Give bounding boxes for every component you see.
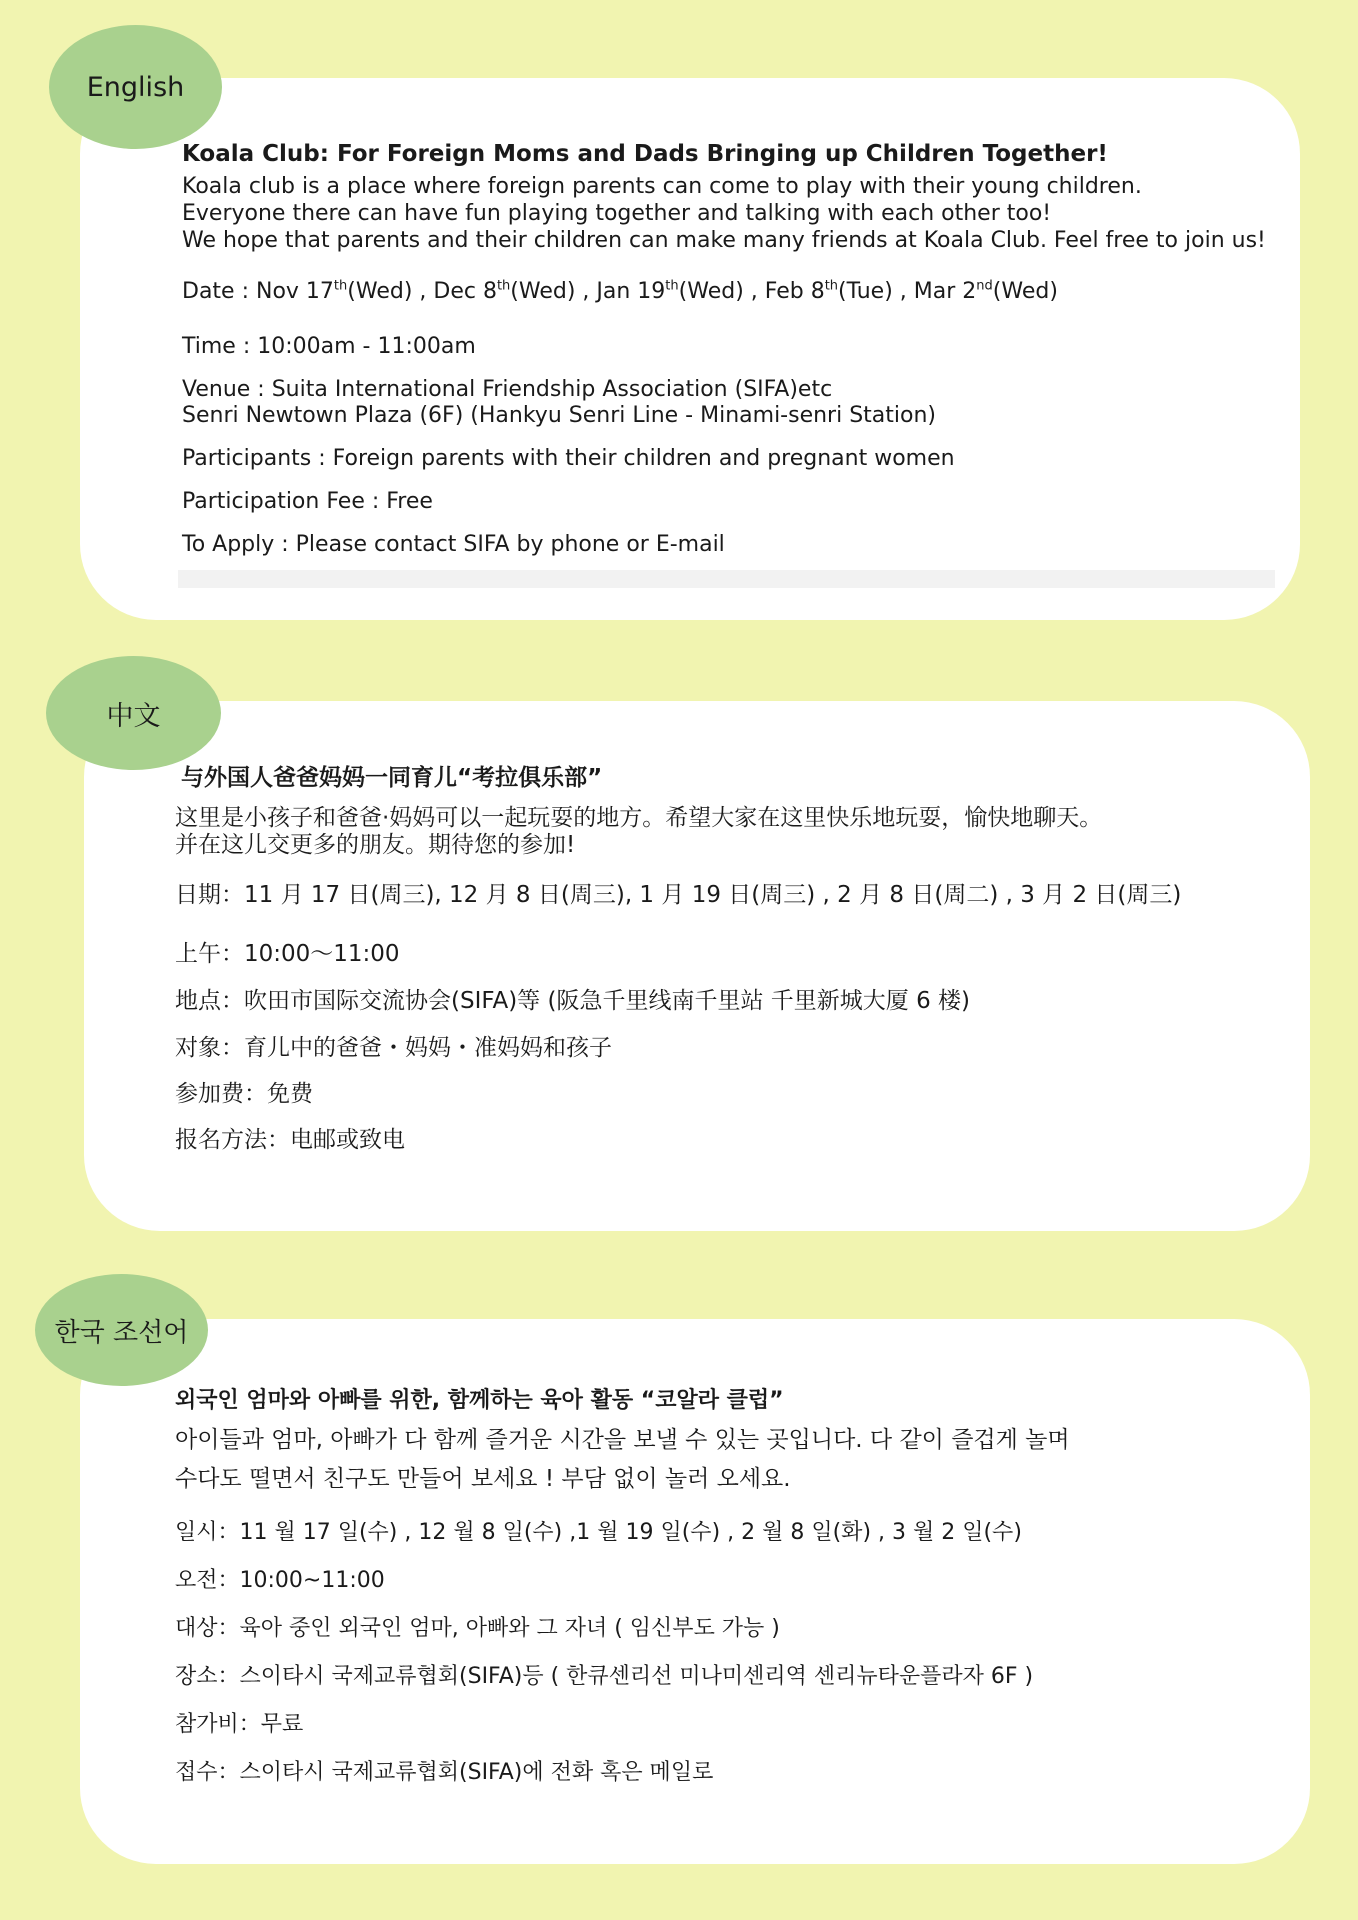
english-venue-2: Senri Newtown Plaza (6F) (Hankyu Senri Line - Minami-senri Station) <box>182 403 937 428</box>
chinese-tag: 中文 <box>46 656 221 770</box>
english-apply: To Apply : Please contact SIFA by phone or E-mail <box>182 532 725 557</box>
english-tag: English <box>49 25 222 149</box>
chinese-apply: 报名方法：电邮或致电 <box>175 1127 405 1153</box>
korean-fee: 참가비：무료 <box>175 1712 304 1737</box>
chinese-venue: 地点：吹田市国际交流协会(SIFA)等 (阪急千里线南千里站 千里新城大厦 6 楼) <box>175 988 971 1014</box>
korean-participants: 대상：육아 중인 외국인 엄마, 아빠와 그 자녀 ( 임신부도 가능 ) <box>175 1616 780 1641</box>
english-intro-2: Everyone there can have fun playing together and talking with each other too! <box>182 201 1052 226</box>
english-time: Time : 10:00am - 11:00am <box>182 334 476 359</box>
korean-intro-1: 아이들과 엄마, 아빠가 다 함께 즐거운 시간을 보낼 수 있는 곳입니다. 다 같이 즐겁게 놀며 <box>175 1427 1070 1453</box>
english-venue-1: Venue : Suita International Friendship Association (SIFA)etc <box>182 377 833 402</box>
chinese-time: 上午：10:00～11:00 <box>175 941 400 967</box>
chinese-date: 日期：11 月 17 日(周三), 12 月 8 日(周三), 1 月 19 日(周三) , 2 月 8 日(周二) , 3 月 2 日(周三) <box>175 882 1182 908</box>
korean-title: 외국인 엄마와 아빠를 위한, 함께하는 육아 활동 “코알라 클럽” <box>175 1388 784 1413</box>
english-participants: Participants : Foreign parents with their children and pregnant women <box>182 446 955 471</box>
chinese-fee: 参加费：免费 <box>175 1081 313 1107</box>
english-intro-3: We hope that parents and their children can make many friends at Koala Club. Feel free to join us! <box>182 228 1266 253</box>
korean-apply: 접수：스이타시 국제교류협회(SIFA)에 전화 혹은 메일로 <box>175 1760 714 1785</box>
english-divider-bar <box>178 570 1275 588</box>
korean-time: 오전：10:00~11:00 <box>175 1568 385 1593</box>
chinese-intro-2: 并在这儿交更多的朋友。期待您的参加! <box>175 832 576 858</box>
chinese-participants: 对象：育儿中的爸爸・妈妈・准妈妈和孩子 <box>175 1035 612 1061</box>
english-title: Koala Club: For Foreign Moms and Dads Bringing up Children Together! <box>182 141 1108 167</box>
chinese-title: 与外国人爸爸妈妈一同育儿“考拉俱乐部” <box>181 765 603 791</box>
korean-tag: 한국 조선어 <box>35 1274 208 1386</box>
korean-venue: 장소：스이타시 국제교류협회(SIFA)등 ( 한큐센리선 미나미센리역 센리뉴타운플라자 6F ) <box>175 1664 1034 1689</box>
korean-date: 일시：11 월 17 일(수) , 12 월 8 일(수) ,1 월 19 일(수) , 2 월 8 일(화) , 3 월 2 일(수) <box>175 1520 1022 1545</box>
chinese-intro-1: 这里是小孩子和爸爸·妈妈可以一起玩耍的地方。希望大家在这里快乐地玩耍，愉快地聊天。 <box>175 805 1103 831</box>
korean-intro-2: 수다도 떨면서 친구도 만들어 보세요 ! 부담 없이 놀러 오세요. <box>175 1466 791 1492</box>
english-intro-1: Koala club is a place where foreign parents can come to play with their young children. <box>182 174 1142 199</box>
english-fee: Participation Fee : Free <box>182 489 433 514</box>
english-date: Date : Nov 17th(Wed) , Dec 8th(Wed) , Jan 19th(Wed) , Feb 8th(Tue) , Mar 2nd(Wed) <box>182 278 1058 304</box>
